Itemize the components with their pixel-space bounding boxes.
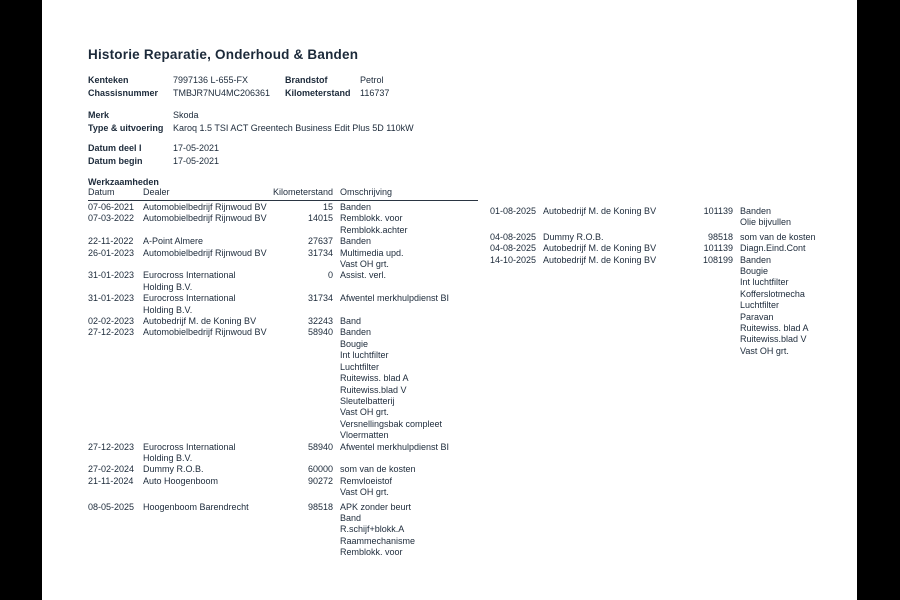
info-row xyxy=(88,155,219,168)
work-item: Ruitewiss.blad V xyxy=(740,334,807,345)
work-item: Vast OH grt. xyxy=(340,259,389,270)
work-item: Ruitewiss.blad V xyxy=(340,384,407,395)
work-item: Bougie xyxy=(340,338,369,349)
work-row-kilometerstand: 101139 xyxy=(703,206,733,216)
info-value-datum-begin: 17-05-2021 xyxy=(173,156,220,166)
work-row-date: 31-01-2023 xyxy=(88,270,135,281)
column-header-kilometerstand: Kilometerstand xyxy=(273,187,334,197)
work-row-dealer: Hoogenboom Barendrecht xyxy=(143,501,249,512)
info-value-merk: Skoda xyxy=(173,110,199,120)
work-item: R.schijf+blokk.A xyxy=(340,524,405,535)
work-item: Remvloeistof xyxy=(340,475,393,486)
work-item: Ruitewiss. blad A xyxy=(740,323,809,334)
info-row xyxy=(88,122,414,135)
work-row xyxy=(88,502,478,559)
work-row-date: 08-05-2025 xyxy=(88,501,135,512)
work-row-date: 04-08-2025 xyxy=(490,231,537,242)
work-table-header xyxy=(88,187,478,201)
work-row-date: 22-11-2022 xyxy=(88,236,134,247)
work-item: Paravan xyxy=(740,311,774,322)
work-item: Banden xyxy=(340,202,372,212)
work-row xyxy=(490,255,823,358)
info-label-brandstof: Brandstof xyxy=(285,75,328,85)
column-header-dealer: Dealer xyxy=(143,187,170,197)
work-row-items xyxy=(333,270,478,293)
work-row-date: 07-06-2021 xyxy=(88,202,135,212)
work-row-date: 02-02-2023 xyxy=(88,316,135,327)
work-row-kilometerstand: 58940 xyxy=(307,441,333,452)
work-item: Raammechanisme xyxy=(340,535,416,546)
work-item: Versnellingsbak compleet xyxy=(340,418,443,429)
work-row-kilometerstand: 31734 xyxy=(307,293,333,304)
column-header-datum: Datum xyxy=(88,187,115,197)
work-item: som van de kosten xyxy=(340,464,416,475)
work-item: APK zonder beurt xyxy=(340,501,412,512)
work-item: Ruitewiss. blad A xyxy=(340,373,409,384)
work-row-items xyxy=(333,476,478,499)
work-row-items xyxy=(733,232,823,243)
work-item: Kofferslotmecha xyxy=(740,288,805,299)
info-row xyxy=(88,74,389,87)
info-label-chassisnummer: Chassisnummer xyxy=(88,88,159,98)
work-row-kilometerstand: 108199 xyxy=(702,254,733,265)
work-item: Multimedia upd. xyxy=(340,247,404,258)
work-row-dealer: Autobedrijf M. de Koning BV xyxy=(143,316,257,327)
work-row-items xyxy=(733,206,823,229)
work-item: Bougie xyxy=(740,266,769,277)
work-row-items xyxy=(333,202,478,213)
work-item: som van de kosten xyxy=(740,231,816,242)
work-row-kilometerstand: 15 xyxy=(322,202,333,212)
work-row-dealer: Auto Hoogenboom xyxy=(143,475,219,486)
work-row-kilometerstand: 58940 xyxy=(307,327,333,338)
left-black-bar xyxy=(0,0,42,600)
right-black-bar xyxy=(857,0,900,600)
section-heading-werkzaamheden: Werkzaamheden xyxy=(88,177,159,187)
info-label-datum-begin: Datum begin xyxy=(88,156,143,166)
work-row-items xyxy=(333,327,478,441)
work-row-date: 27-12-2023 xyxy=(88,441,135,452)
work-row xyxy=(88,327,478,441)
column-header-omschrijving: Omschrijving xyxy=(340,187,393,197)
vehicle-id-block xyxy=(88,74,389,100)
info-label-type-uitvoering: Type & uitvoering xyxy=(88,123,164,133)
work-item: Afwentel merkhulpdienst BI xyxy=(340,441,450,452)
work-row-date: 01-08-2025 xyxy=(490,206,537,216)
info-label-datum-deel-1: Datum deel I xyxy=(88,143,142,153)
work-item: Vast OH grt. xyxy=(340,487,389,498)
work-row xyxy=(88,213,478,236)
work-item: Remblokk. voor xyxy=(340,547,403,558)
work-row-items xyxy=(333,213,478,236)
work-row-items xyxy=(733,255,823,358)
info-value-chassisnummer: TMBJR7NU4MC206361 xyxy=(173,88,271,98)
info-value-brandstof: Petrol xyxy=(360,75,384,85)
info-label-kilometerstand: Kilometerstand xyxy=(285,88,351,98)
work-item: Sleutelbatterij xyxy=(340,395,395,406)
work-row xyxy=(88,202,478,213)
work-row-kilometerstand: 27637 xyxy=(307,236,333,247)
work-row-items xyxy=(333,248,478,271)
page-title: Historie Reparatie, Onderhoud & Banden xyxy=(88,47,359,62)
work-row-date: 27-12-2023 xyxy=(88,327,135,338)
work-item: Luchtfilter xyxy=(340,361,380,372)
work-row-kilometerstand: 90272 xyxy=(307,475,333,486)
work-row-kilometerstand: 31734 xyxy=(307,247,333,258)
work-item: Remblokk.achter xyxy=(340,224,408,235)
work-row-date: 04-08-2025 xyxy=(490,243,537,254)
work-row-dealer: Automobielbedrijf Rijnwoud BV xyxy=(143,202,267,212)
work-row-dealer: Autobedrijf M. de Koning BV xyxy=(543,206,657,216)
work-item: Diagn.Eind.Cont xyxy=(740,243,806,254)
info-value-type-uitvoering: Karoq 1.5 TSI ACT Greentech Business Edit Plus 5D 110kW xyxy=(173,123,414,133)
work-row-kilometerstand: 14015 xyxy=(307,213,333,224)
work-row-dealer: A-Point Almere xyxy=(143,236,204,247)
work-row xyxy=(88,442,478,465)
work-row-kilometerstand: 101139 xyxy=(703,243,733,254)
work-row-date: 26-01-2023 xyxy=(88,247,135,258)
work-item: Banden xyxy=(740,206,772,216)
work-row-items xyxy=(333,442,478,465)
work-row xyxy=(88,293,478,316)
info-label-merk: Merk xyxy=(88,110,110,120)
info-label-kenteken: Kenteken xyxy=(88,75,129,85)
work-row-items xyxy=(333,293,478,316)
info-value-datum-deel-1: 17-05-2021 xyxy=(173,143,220,153)
work-item: Vast OH grt. xyxy=(740,345,789,356)
work-row xyxy=(88,476,478,499)
work-row xyxy=(88,270,478,293)
work-item: Banden xyxy=(340,236,372,247)
work-row-dealer: Autobedrijf M. de Koning BV xyxy=(543,243,657,254)
work-item: Int luchtfilter xyxy=(740,277,789,288)
work-row-items xyxy=(333,464,478,475)
work-row-kilometerstand: 32243 xyxy=(307,316,333,327)
work-row-date: 21-11-2024 xyxy=(88,475,134,486)
work-row-dealer: Eurocross International Holding B.V. xyxy=(143,293,236,315)
work-item: Vast OH grt. xyxy=(340,407,389,418)
work-row-kilometerstand: 0 xyxy=(327,270,333,281)
work-row xyxy=(88,236,478,247)
work-item: Band xyxy=(340,512,362,523)
work-row-dealer: Autobedrijf M. de Koning BV xyxy=(543,254,657,265)
work-item: Luchtfilter xyxy=(740,300,780,311)
work-row xyxy=(88,464,478,475)
work-item: Olie bijvullen xyxy=(740,217,792,228)
work-item: Banden xyxy=(740,254,772,265)
info-row xyxy=(88,109,414,122)
work-row xyxy=(88,316,478,327)
work-row-items xyxy=(333,236,478,247)
work-row-date: 31-01-2023 xyxy=(88,293,135,304)
work-row-dealer: Automobielbedrijf Rijnwoud BV xyxy=(143,327,267,338)
work-row xyxy=(490,206,823,229)
work-item: Vloermatten xyxy=(340,430,389,441)
work-row-date: 14-10-2025 xyxy=(490,254,537,265)
work-item: Assist. verl. xyxy=(340,270,387,281)
work-row-dealer: Eurocross International Holding B.V. xyxy=(143,441,236,463)
work-row-date: 07-03-2022 xyxy=(88,213,135,224)
work-row-items xyxy=(733,243,823,254)
work-item: Int luchtfilter xyxy=(340,350,389,361)
work-row-kilometerstand: 60000 xyxy=(307,464,333,475)
work-item: Afwentel merkhulpdienst BI xyxy=(340,293,450,304)
work-row-items xyxy=(333,502,478,559)
work-item: Banden xyxy=(340,327,372,338)
work-row-dealer: Dummy R.O.B. xyxy=(143,464,204,475)
work-row-kilometerstand: 98518 xyxy=(707,231,733,242)
work-row-dealer: Dummy R.O.B. xyxy=(543,231,604,242)
info-value-kenteken: 7997136 L-655-FX xyxy=(173,75,249,85)
info-row xyxy=(88,142,219,155)
info-row xyxy=(88,87,389,100)
registration-dates-block xyxy=(88,142,219,168)
work-row-dealer: Automobielbedrijf Rijnwoud BV xyxy=(143,247,267,258)
work-row-dealer: Automobielbedrijf Rijnwoud BV xyxy=(143,213,267,224)
work-row xyxy=(88,248,478,271)
work-item: Band xyxy=(340,316,362,327)
vehicle-model-block xyxy=(88,109,414,135)
work-table-left-column xyxy=(88,202,478,559)
work-row-kilometerstand: 98518 xyxy=(307,501,333,512)
work-table-right-column xyxy=(490,206,823,357)
work-row-date: 27-02-2024 xyxy=(88,464,135,475)
work-item: Remblokk. voor xyxy=(340,213,403,224)
work-row-dealer: Eurocross International Holding B.V. xyxy=(143,270,236,292)
work-row xyxy=(490,243,823,254)
info-value-kilometerstand: 116737 xyxy=(360,88,390,98)
work-row-items xyxy=(333,316,478,327)
work-row xyxy=(490,232,823,243)
